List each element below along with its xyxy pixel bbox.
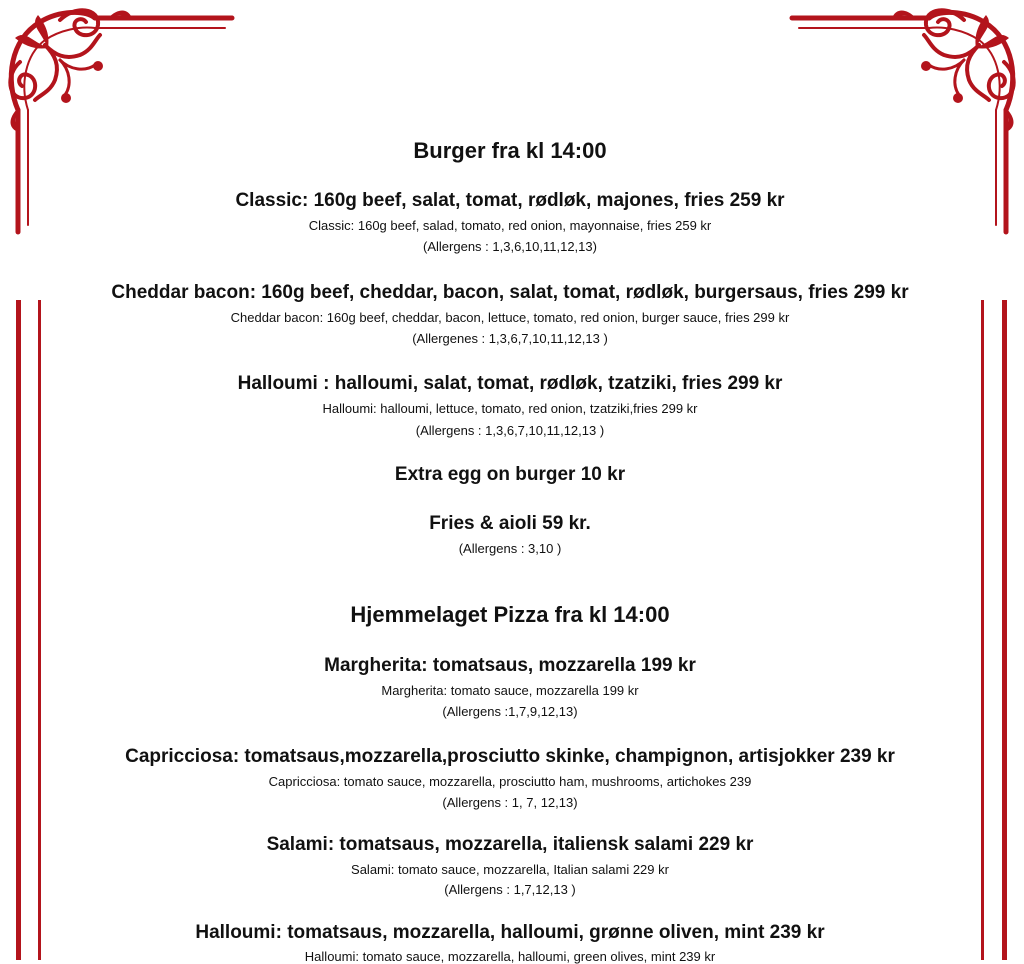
menu-item-english: Halloumi: halloumi, lettuce, tomato, red onion, tzatziki,fries 299 kr — [322, 401, 698, 416]
menu-item-name: Cheddar bacon: 160g beef, cheddar, bacon, salat, tomat, rødløk, burgersaus, fries 299 kr — [111, 282, 909, 303]
menu-item-allergens: (Allergens : 1,7,12,13 ) — [444, 882, 576, 897]
menu-item-allergens: (Allergens : 3,10 ) — [458, 541, 562, 556]
menu-item-allergens: (Allergens : 1, 7, 12,13) — [442, 795, 578, 810]
frame-left-outer — [16, 300, 21, 960]
menu-item-name: Fries & aioli 59 kr. — [429, 513, 591, 534]
frame-right-outer — [1002, 300, 1007, 960]
menu-item-english: Capricciosa: tomato sauce, mozzarella, prosciutto ham, mushrooms, artichokes 239 — [268, 774, 752, 789]
menu-item-english: Salami: tomato sauce, mozzarella, Italian salami 229 kr — [351, 862, 669, 877]
menu-item-english: Margherita: tomato sauce, mozzarella 199 kr — [381, 683, 639, 698]
menu-item-english: Classic: 160g beef, salad, tomato, red onion, mayonnaise, fries 259 kr — [308, 218, 712, 233]
menu-item-english: Halloumi: tomato sauce, mozzarella, halloumi, green olives, mint 239 kr — [304, 949, 716, 964]
frame-right-inner — [981, 300, 984, 960]
menu-item-allergens: (Allergens :1,7,9,12,13) — [442, 704, 578, 719]
menu-item-name: Halloumi: tomatsaus, mozzarella, halloumi, grønne oliven, mint 239 kr — [195, 922, 825, 943]
menu-item-name: Salami: tomatsaus, mozzarella, italiensk salami 229 kr — [266, 834, 754, 855]
menu-item-allergens: (Allergens : 1,3,6,7,10,11,12,13 ) — [415, 423, 605, 438]
menu-item-name: Halloumi : halloumi, salat, tomat, rødløk, tzatziki, fries 299 kr — [237, 373, 783, 394]
frame-left-inner — [38, 300, 41, 960]
section-title-pizza: Hjemmelaget Pizza fra kl 14:00 — [350, 602, 670, 627]
menu-item-english: Cheddar bacon: 160g beef, cheddar, bacon, lettuce, tomato, red onion, burger sauce, fries 299 kr — [230, 310, 790, 325]
menu-item-allergens: (Allergens : 1,3,6,10,11,12,13) — [423, 239, 597, 254]
menu-item-allergens: (Allergenes : 1,3,6,7,10,11,12,13 ) — [412, 331, 608, 346]
section-title-burger: Burger fra kl 14:00 — [413, 138, 607, 163]
menu-item-name: Classic: 160g beef, salat, tomat, rødløk, majones, fries 259 kr — [235, 190, 785, 211]
menu-item-name: Extra egg on burger 10 kr — [394, 464, 626, 485]
menu-item-name: Capricciosa: tomatsaus,mozzarella,prosciutto skinke, champignon, artisjokker 239 kr — [125, 746, 895, 767]
menu-item-name: Margherita: tomatsaus, mozzarella 199 kr — [324, 655, 696, 676]
